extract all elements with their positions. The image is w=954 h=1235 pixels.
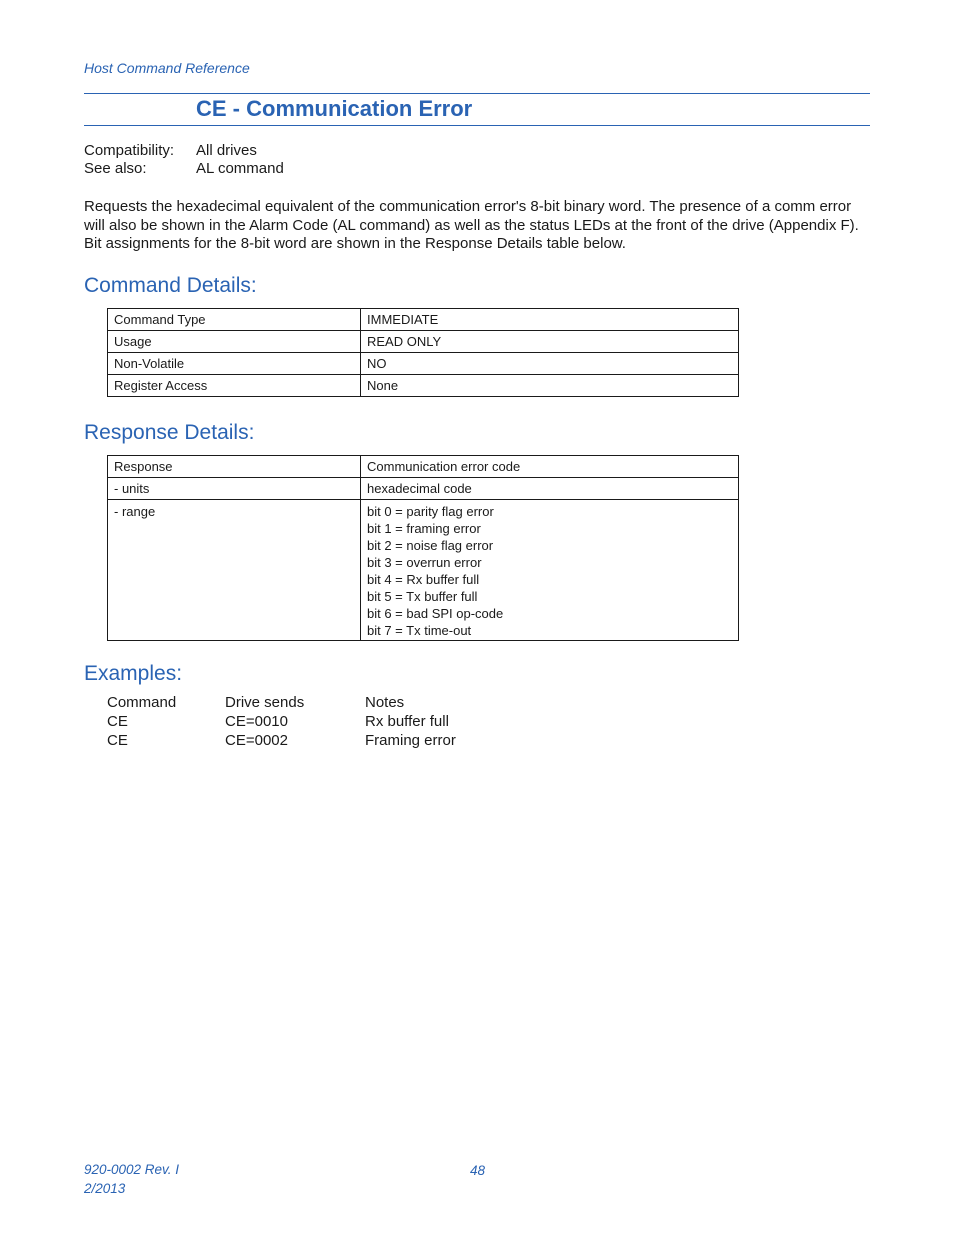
example-command: CE	[107, 732, 128, 749]
section-title-bar	[84, 93, 870, 126]
example-response: CE=0010	[225, 713, 288, 730]
range-value: bit 3 = overrun error	[367, 555, 482, 570]
examples-column-header: Command	[107, 694, 177, 711]
examples-block	[107, 693, 456, 750]
table-cell-value: NO	[361, 353, 739, 375]
range-value: bit 1 = framing error	[367, 521, 481, 536]
table-row	[108, 331, 739, 353]
compatibility-label: Compatibility:	[84, 142, 175, 159]
range-value: bit 0 = parity flag error	[367, 504, 494, 519]
table-cell-label: Command Type	[108, 309, 361, 331]
table-cell-value: IMMEDIATE	[361, 309, 739, 331]
range-value: bit 7 = Tx time-out	[367, 623, 472, 638]
example-note: Rx buffer full	[365, 713, 449, 730]
see-also-row	[84, 160, 284, 178]
running-header: Host Command Reference	[84, 60, 250, 76]
see-also-value: AL command	[196, 160, 284, 177]
page-title: CE - Communication Error	[196, 96, 473, 121]
range-value: bit 5 = Tx buffer full	[367, 589, 478, 604]
command-details-heading: Command Details:	[84, 274, 257, 297]
table-row	[108, 353, 739, 375]
table-cell-label: Non-Volatile	[108, 353, 361, 375]
examples-header-row	[107, 693, 456, 712]
range-value: bit 6 = bad SPI op-code	[367, 606, 504, 621]
intro-paragraph: Requests the hexadecimal equivalent of the communication error's 8-bit binary word. The presence of a comm error will also be shown in the Alarm Code (AL command) as well as the status LEDs at the front of the drive (Appendix F). Bit assignments for the 8-bit word are shown in the Response Details table below.	[84, 198, 859, 252]
table-row	[108, 375, 739, 397]
response-details-table	[107, 455, 739, 641]
table-cell-label: - units	[108, 478, 361, 500]
see-also-label: See also:	[84, 160, 147, 177]
footer-doc-info	[84, 1160, 179, 1198]
command-details-table	[107, 308, 739, 397]
examples-column-header: Drive sends	[225, 694, 305, 711]
table-row	[108, 478, 739, 500]
example-row	[107, 712, 456, 731]
example-note: Framing error	[365, 732, 456, 749]
range-value: bit 2 = noise flag error	[367, 538, 494, 553]
page-number: 48	[470, 1163, 486, 1178]
examples-heading: Examples:	[84, 662, 183, 685]
table-cell-value: None	[361, 375, 739, 397]
compatibility-block	[84, 142, 284, 178]
example-row	[107, 731, 456, 750]
table-row	[108, 500, 739, 641]
example-response: CE=0002	[225, 732, 288, 749]
table-cell-value: READ ONLY	[361, 331, 739, 353]
compatibility-row	[84, 142, 284, 160]
table-cell-value: Communication error code	[361, 456, 739, 478]
range-values-cell	[361, 500, 739, 641]
footer-date: 2/2013	[84, 1181, 126, 1196]
range-value: bit 4 = Rx buffer full	[367, 572, 480, 587]
table-cell-label: Register Access	[108, 375, 361, 397]
table-cell-label: - range	[108, 500, 361, 641]
footer-doc-number: 920-0002 Rev. I	[84, 1162, 180, 1177]
examples-column-header: Notes	[365, 694, 405, 711]
example-command: CE	[107, 713, 128, 730]
compatibility-value: All drives	[196, 142, 257, 159]
table-row	[108, 309, 739, 331]
response-details-heading: Response Details:	[84, 421, 255, 444]
table-row	[108, 456, 739, 478]
table-cell-value: hexadecimal code	[361, 478, 739, 500]
table-cell-label: Response	[108, 456, 361, 478]
table-cell-label: Usage	[108, 331, 361, 353]
